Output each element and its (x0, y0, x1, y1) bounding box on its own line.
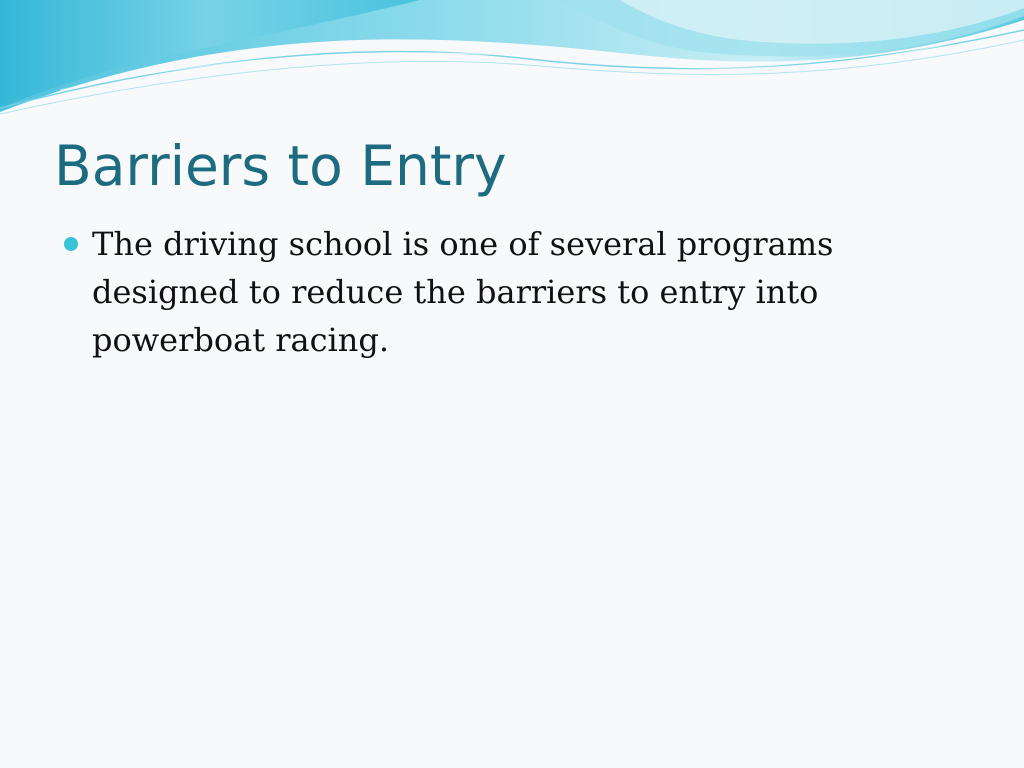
header-wave-decoration (0, 0, 1024, 130)
bullet-item (62, 220, 982, 364)
slide-title: Barriers to Entry (54, 134, 507, 198)
bullet-list (62, 220, 982, 364)
bullet-text: The driving school is one of several programs designed to reduce the barriers to entry into powerboat racing. (92, 225, 834, 359)
bullet-dot-icon (64, 237, 78, 251)
